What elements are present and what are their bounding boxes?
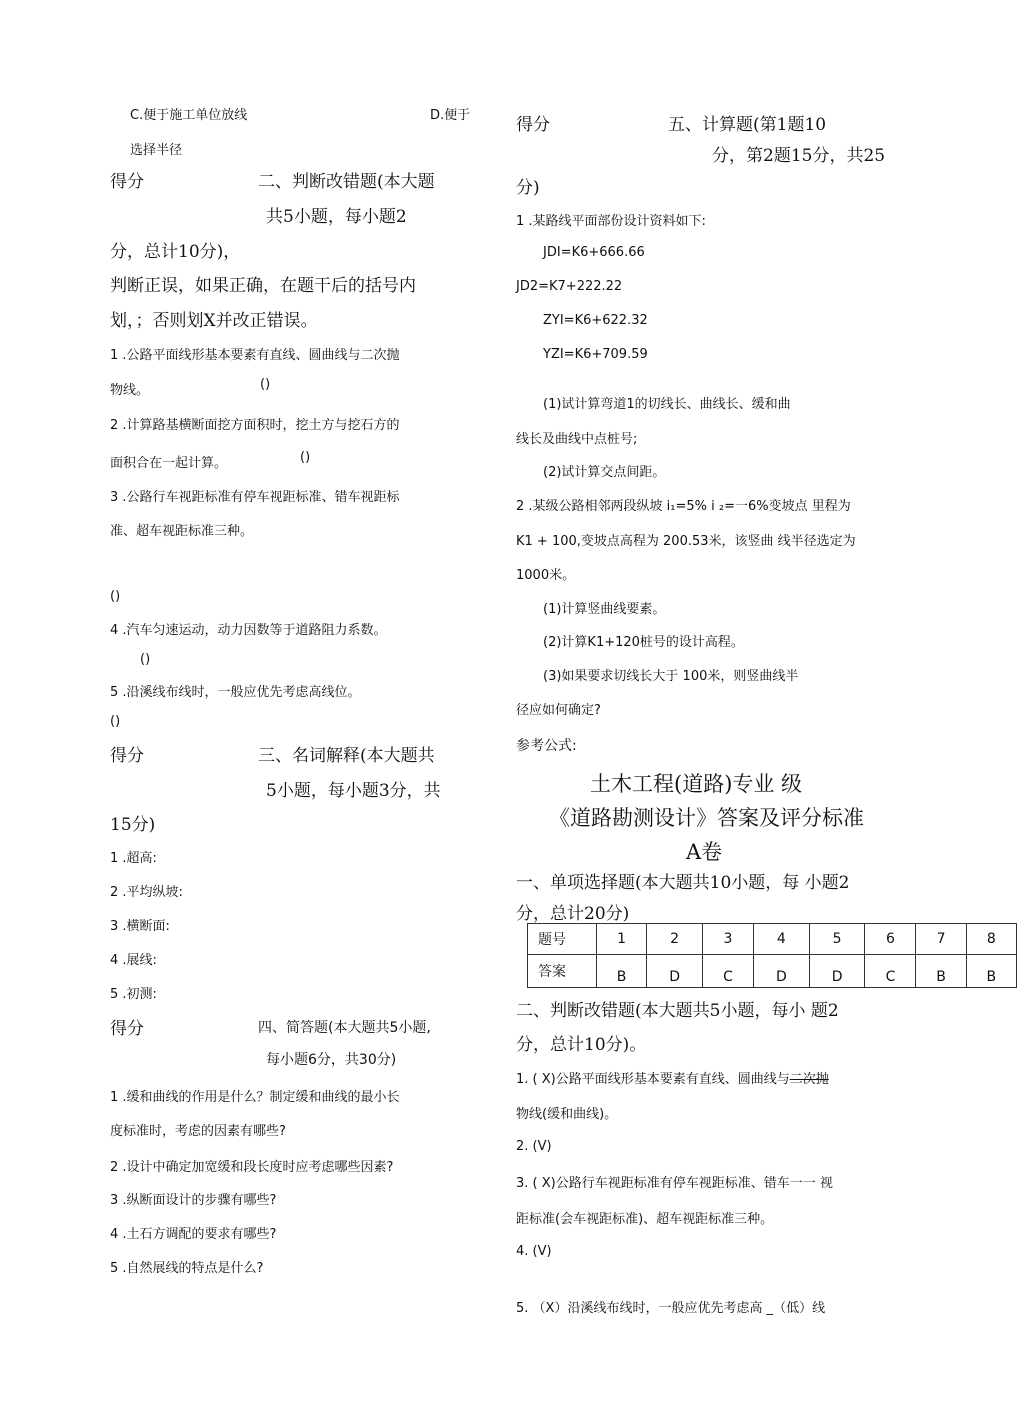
answer-cell: D	[753, 955, 809, 988]
reference-formula-label: 参考公式:	[516, 738, 577, 754]
answer-table-row-numbers	[528, 924, 1017, 955]
term-3: 3 .横断面:	[110, 919, 170, 934]
answer-q5: 5. （X）沿溪线布线时，一般应优先考虑高 _（低）线	[516, 1301, 826, 1316]
sec2-instruction: 判断正误，如果正确，在题干后的括号内	[110, 276, 416, 296]
answer-q4: 4. (V)	[516, 1244, 552, 1259]
judge-q2: 2 .计算路基横断面挖方面积时，挖土方与挖石方的	[110, 418, 400, 433]
answer-header-paper: A卷	[686, 840, 723, 864]
question-number: 5	[809, 924, 865, 955]
judge-q1-paren: ()	[260, 377, 271, 392]
judge-q1-line2: 物线。	[110, 383, 150, 398]
answer-cell: B	[916, 955, 966, 988]
option-d-cont: 选择半径	[130, 143, 183, 158]
answer-sec1-title: 一、单项选择题(本大题共10小题，每 小题2	[516, 873, 850, 893]
calc-q2-part3-line2: 径应如何确定?	[516, 703, 601, 718]
sec5-title-line3: 分)	[516, 178, 540, 198]
answer-q2: 2. (V)	[516, 1139, 552, 1154]
calc-q2: 2 .某级公路相邻两段纵坡 i₁=5% i ₂=一6%变坡点 里程为	[516, 499, 851, 514]
answer-header-major: 土木工程(道路)专业 级	[590, 772, 803, 796]
answer-cell: C	[702, 955, 753, 988]
calc-q1-part1: (1)试计算弯道1的切线长、曲线长、缓和曲	[543, 397, 791, 412]
sec3-title-line3: 15分)	[110, 815, 156, 835]
answer-cell: C	[865, 955, 916, 988]
question-number: 8	[966, 924, 1016, 955]
question-number: 6	[865, 924, 916, 955]
answer-sec2-title: 二、判断改错题(本大题共5小题，每小 题2	[516, 1001, 839, 1021]
answer-q1-line2: 物线(缓和曲线)。	[516, 1107, 618, 1122]
answer-q3: 3. ( X)公路行车视距标准有停车视距标准、错车一一 视	[516, 1176, 833, 1191]
question-number: 4	[753, 924, 809, 955]
sec3-title: 三、名词解释(本大题共	[258, 746, 435, 766]
term-1: 1 .超高:	[110, 851, 157, 866]
sec4-score-label: 得分	[110, 1019, 144, 1039]
judge-q4: 4 .汽车匀速运动，动力因数等于道路阻力系数。	[110, 623, 387, 638]
answer-cell: D	[809, 955, 865, 988]
calc-q2-part1: (1)计算竖曲线要素。	[543, 602, 666, 617]
answer-table-row-answers	[528, 955, 1017, 988]
sec2-title: 二、判断改错题(本大题	[258, 172, 435, 192]
judge-q3-line2: 准、超车视距标准三种。	[110, 524, 254, 539]
judge-q5: 5 .沿溪线布线时，一般应优先考虑高线位。	[110, 685, 361, 700]
term-5: 5 .初测:	[110, 987, 157, 1002]
sec4-title: 四、简答题(本大题共5小题,	[258, 1020, 431, 1036]
answer-sec1-title-line2: 分，总计20分)	[516, 904, 630, 924]
calc-q1: 1 .某路线平面部份设计资料如下:	[516, 214, 706, 229]
answer-q1-struck: 二次抛	[789, 1072, 829, 1087]
sec4-title-line2: 每小题6分，共30分)	[266, 1052, 397, 1068]
sec2-instruction-line2: 划，；否则划X并改正错误。	[110, 311, 318, 331]
calc-q1-yz: YZI=K6+709.59	[543, 347, 648, 362]
question-number: 7	[916, 924, 966, 955]
question-number: 3	[702, 924, 753, 955]
calc-q2-part3: (3)如果要求切线长大于 100米，则竖曲线半	[543, 669, 799, 684]
sec3-score-label: 得分	[110, 746, 144, 766]
question-number: 2	[647, 924, 703, 955]
sec5-title: 五、计算题(第1题10	[668, 115, 827, 135]
short-q2: 2 .设计中确定加宽缓和段长度时应考虑哪些因素?	[110, 1160, 394, 1175]
judge-q2-line2: 面积合在一起计算。	[110, 456, 228, 471]
answer-cell: B	[966, 955, 1016, 988]
judge-q3-paren: ()	[110, 589, 121, 604]
answer-header-title: 《道路勘测设计》答案及评分标准	[549, 806, 864, 830]
calc-q1-jd2: JD2=K7+222.22	[516, 279, 623, 294]
calc-q1-jd1: JDI=K6+666.66	[543, 245, 645, 260]
answer-q1	[516, 1068, 829, 1087]
sec2-title-line2: 共5小题，每小题2	[266, 207, 407, 227]
answer-cell: B	[597, 955, 647, 988]
answer-table-label: 答案	[528, 955, 597, 988]
sec3-title-line2: 5小题，每小题3分，共	[266, 781, 441, 801]
short-q3: 3 .纵断面设计的步骤有哪些?	[110, 1193, 277, 1208]
calc-q1-part2: (2)试计算交点间距。	[543, 465, 666, 480]
judge-q4-paren: ()	[140, 652, 151, 667]
term-4: 4 .展线:	[110, 953, 157, 968]
judge-q5-paren: ()	[110, 714, 121, 729]
short-q1: 1 .缓和曲线的作用是什么？制定缓和曲线的最小长	[110, 1090, 400, 1105]
term-2: 2 .平均纵坡:	[110, 885, 183, 900]
sec2-score-label: 得分	[110, 172, 144, 192]
answer-q3-line2: 距标准(会车视距标准)、超车视距标准三种。	[516, 1212, 774, 1227]
question-number: 1	[597, 924, 647, 955]
sec2-title-line3: 分，总计10分)，	[110, 242, 241, 262]
calc-q1-zy: ZYI=K6+622.32	[543, 313, 648, 328]
option-d: D.便于	[430, 108, 471, 123]
answer-cell: D	[647, 955, 703, 988]
answer-q1-text: 1. ( X)公路平面线形基本要素有直线、圆曲线与	[516, 1072, 790, 1087]
answer-sec2-title-line2: 分，总计10分)。	[516, 1035, 647, 1055]
calc-q2-part2: (2)计算K1+120桩号的设计高程。	[543, 635, 744, 650]
answer-table-label: 题号	[528, 924, 597, 955]
judge-q2-paren: ()	[300, 450, 311, 465]
judge-q3: 3 .公路行车视距标准有停车视距标准、错车视距标	[110, 490, 400, 505]
calc-q1-part1-line2: 线长及曲线中点桩号;	[516, 432, 638, 447]
answer-table	[527, 923, 1017, 988]
option-c: C.便于施工单位放线	[130, 108, 248, 123]
calc-q2-line2: K1 + 100,变坡点高程为 200.53米，该竖曲 线半径选定为	[516, 534, 856, 549]
short-q1-line2: 度标准时，考虑的因素有哪些?	[110, 1124, 286, 1139]
calc-q2-line3: 1000米。	[516, 568, 576, 583]
sec5-title-line2: 分，第2题15分，共25	[712, 146, 886, 166]
short-q5: 5 .自然展线的特点是什么?	[110, 1261, 264, 1276]
short-q4: 4 .土石方调配的要求有哪些?	[110, 1227, 277, 1242]
judge-q1: 1 .公路平面线形基本要素有直线、圆曲线与二次抛	[110, 348, 400, 363]
sec5-score-label: 得分	[516, 115, 550, 135]
